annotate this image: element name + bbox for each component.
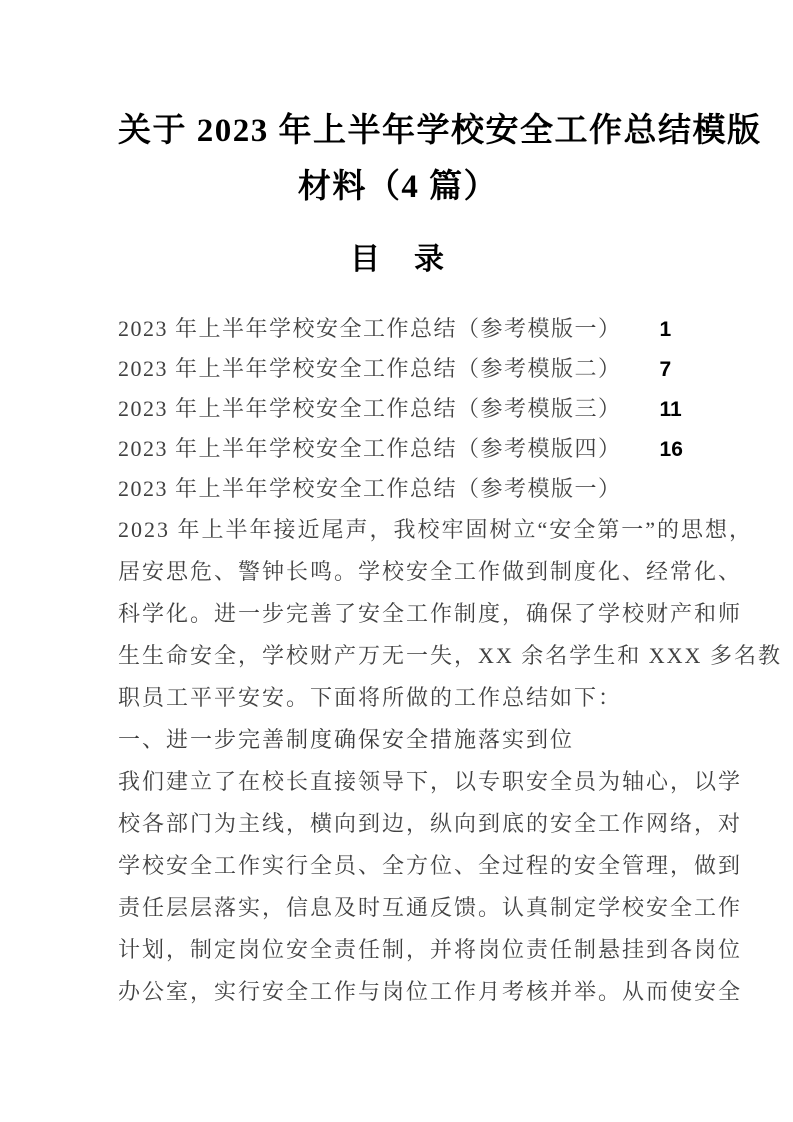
toc-item[interactable] <box>118 309 678 349</box>
document-title <box>118 103 762 215</box>
body-line: 学校安全工作实行全员、全方位、全过程的安全管理，做到 <box>118 853 743 878</box>
document-body <box>118 509 782 1013</box>
body-line: 计划，制定岗位安全责任制，并将岗位责任制悬挂到各岗位 <box>118 937 743 962</box>
toc-list <box>118 309 683 509</box>
body-line: 2023 年上半年接近尾声，我校牢固树立“安全第一”的思想， <box>118 517 754 542</box>
toc-item-label: 2023 年上半年学校安全工作总结（参考模版一） <box>118 316 622 341</box>
body-line: 职员工平平安安。下面将所做的工作总结如下： <box>118 685 623 710</box>
toc-item-page-number: 1 <box>659 318 672 341</box>
toc-item-label: 2023 年上半年学校安全工作总结（参考模版一） <box>118 476 622 501</box>
title-line-2: 材料（4 篇） <box>297 169 499 205</box>
toc-item-label: 2023 年上半年学校安全工作总结（参考模版三） <box>118 396 622 421</box>
toc-item-page-number: 7 <box>659 358 672 381</box>
toc-item[interactable] <box>118 349 678 389</box>
toc-item-label: 2023 年上半年学校安全工作总结（参考模版二） <box>118 356 622 381</box>
paragraph-1 <box>118 509 782 719</box>
toc-item-page-number: 11 <box>659 398 682 421</box>
toc-item[interactable] <box>118 389 682 429</box>
body-line: 校各部门为主线，横向到边，纵向到底的安全工作网络，对 <box>118 811 743 836</box>
body-line: 我们建立了在校长直接领导下，以专职安全员为轴心，以学 <box>118 769 743 794</box>
toc-item[interactable] <box>118 429 683 469</box>
body-line: 科学化。进一步完善了安全工作制度，确保了学校财产和师 <box>118 601 743 626</box>
toc-heading: 目 录 <box>350 243 446 276</box>
paragraph-2 <box>118 761 743 1013</box>
body-line: 办公室，实行安全工作与岗位工作月考核并举。从而使安全 <box>118 979 743 1004</box>
section-heading: 一、进一步完善制度确保安全措施落实到位 <box>118 727 575 752</box>
toc-item[interactable] <box>118 469 678 509</box>
section-1 <box>118 719 678 761</box>
body-line: 居安思危、警钟长鸣。学校安全工作做到制度化、经常化、 <box>118 559 743 584</box>
body-line: 责任层层落实，信息及时互通反馈。认真制定学校安全工作 <box>118 895 743 920</box>
toc-item-label: 2023 年上半年学校安全工作总结（参考模版四） <box>118 436 622 461</box>
title-line-1: 关于 2023 年上半年学校安全工作总结模版 <box>118 113 762 149</box>
toc-item-page-number: 16 <box>659 438 683 461</box>
body-line: 生生命安全，学校财产万无一失，XX 余名学生和 XXX 多名教 <box>118 643 782 668</box>
